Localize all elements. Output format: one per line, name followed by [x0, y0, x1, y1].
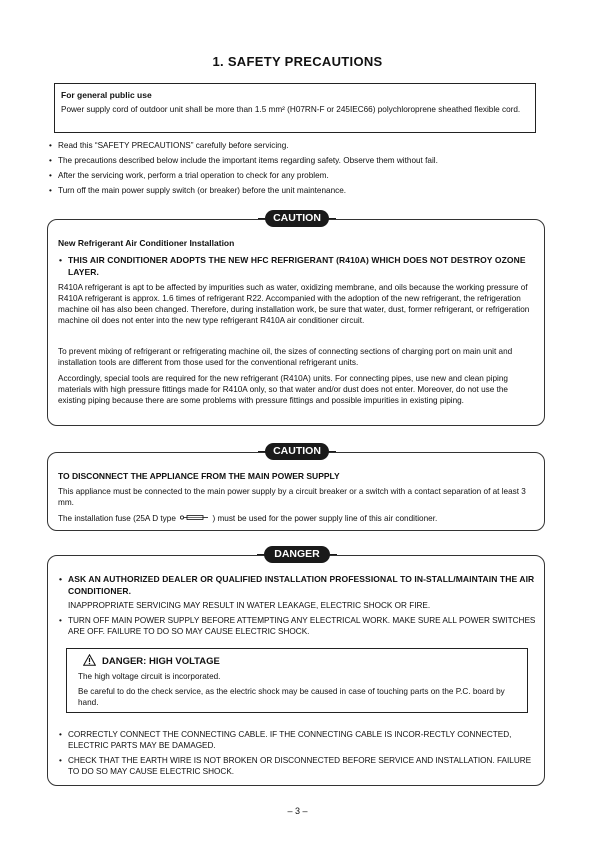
- caution-label: CAUTION: [265, 443, 329, 460]
- caution-refrigerant-heading: New Refrigerant Air Conditioner Installation: [58, 238, 235, 248]
- intro-bullet: • Read this “SAFETY PRECAUTIONS” carefully before servicing.: [48, 140, 548, 151]
- danger-bullet-authorized-dealer: • ASK AN AUTHORIZED DEALER OR QUALIFIED INSTALLATION PROFESSIONAL TO IN-STALL/MAINTAIN THE AIR CONDITIONER.: [58, 573, 538, 597]
- fuse-icon: [179, 513, 209, 522]
- caution-power-box: [47, 452, 545, 531]
- intro-bullet-list: [48, 140, 548, 200]
- high-voltage-title-text: DANGER: HIGH VOLTAGE: [102, 656, 220, 667]
- caution-power-paragraph-1: This appliance must be connected to the main power supply by a circuit breaker or a switch with a contact separation of at least 3 mm.: [58, 487, 526, 507]
- page-number: – 3 –: [287, 806, 308, 816]
- caution-label: CAUTION: [265, 210, 329, 227]
- fuse-text-before: The installation fuse (25A D type: [58, 514, 176, 523]
- caution-refrigerant-box: [47, 219, 545, 426]
- warning-triangle-icon: [83, 654, 96, 666]
- caution-power-heading: TO DISCONNECT THE APPLIANCE FROM THE MAIN POWER SUPPLY: [58, 471, 340, 481]
- page-title: 1. SAFETY PRECAUTIONS: [212, 54, 383, 69]
- high-voltage-title: [83, 654, 220, 667]
- danger-bullet-power-off: • TURN OFF MAIN POWER SUPPLY BEFORE ATTEMPTING ANY ELECTRICAL WORK. MAKE SURE ALL POWER SWITCHES ARE OFF. FAILURE TO DO SO MAY CAUSE ELECTRIC SHOCK.: [58, 615, 538, 637]
- general-public-notice: [54, 83, 536, 133]
- high-voltage-box: [66, 648, 528, 713]
- high-voltage-paragraph-1: The high voltage circuit is incorporated.: [78, 672, 221, 681]
- intro-bullet: • Turn off the main power supply switch (or breaker) before the unit maintenance.: [48, 185, 548, 196]
- caution-refrigerant-bullet: • THIS AIR CONDITIONER ADOPTS THE NEW HFC REFRIGERANT (R410A) WHICH DOES NOT DESTROY OZONE LAYER.: [58, 254, 538, 278]
- caution-power-paragraph-2: [58, 513, 536, 524]
- danger-bullet-connecting-cable: • CORRECTLY CONNECT THE CONNECTING CABLE. IF THE CONNECTING CABLE IS INCOR-RECTLY CONNECTED, ELECTRIC PARTS MAY BE DAMAGED.: [58, 729, 538, 751]
- high-voltage-paragraph-2: Be careful to do the check service, as the electric shock may be caused in case of touching parts on the P.C. board by hand.: [78, 687, 505, 707]
- notice-body: Power supply cord of outdoor unit shall be more than 1.5 mm² (H07RN-F or 245IEC66) polychloroprene sheathed flexible cord.: [61, 105, 521, 114]
- caution-refrigerant-paragraph-1: R410A refrigerant is apt to be affected by impurities such as water, oxidizing membrane, and oils because the working pressure of R410A refrigerant is approx. 1.6 times of refrigerant R22. Accompanied with the adoption of the new refrigerant, the refrigeration machine oil has also been changed. Therefore, during installation work, be sure that water, dust, former refrigerant, or refrigeration machine oil does not enter into the new type refrigerant R410A air conditioner circuit.: [58, 283, 530, 325]
- intro-bullet: • The precautions described below include the important items regarding safety. Observe them without fail.: [48, 155, 548, 166]
- notice-heading: For general public use: [61, 90, 152, 100]
- fuse-text-after: ) must be used for the power supply line of this air conditioner.: [212, 514, 438, 523]
- intro-bullet: • After the servicing work, perform a trial operation to check for any problem.: [48, 170, 548, 181]
- danger-note-servicing: INAPPROPRIATE SERVICING MAY RESULT IN WATER LEAKAGE, ELECTRIC SHOCK OR FIRE.: [68, 601, 431, 610]
- caution-refrigerant-paragraph-2: To prevent mixing of refrigerant or refrigerating machine oil, the sizes of connecting sections of charging port on main unit and installation tools are different from those used for the conventional refrigerant units.: [58, 347, 513, 367]
- danger-label: DANGER: [264, 546, 330, 563]
- danger-bullet-earth-wire: • CHECK THAT THE EARTH WIRE IS NOT BROKEN OR DISCONNECTED BEFORE SERVICE AND INSTALLATION. FAILURE TO DO SO MAY CAUSE ELECTRIC SHOCK.: [58, 755, 538, 777]
- caution-refrigerant-paragraph-3: Accordingly, special tools are required for the new refrigerant (R410A) units. For connecting pipes, use new and clean piping materials with high pressure fittings made for R410A only, so that water and/or dust does not enter. Moreover, do not use the existing piping because there are some problems with pressure fittings and possible impurities in existing piping.: [58, 374, 508, 405]
